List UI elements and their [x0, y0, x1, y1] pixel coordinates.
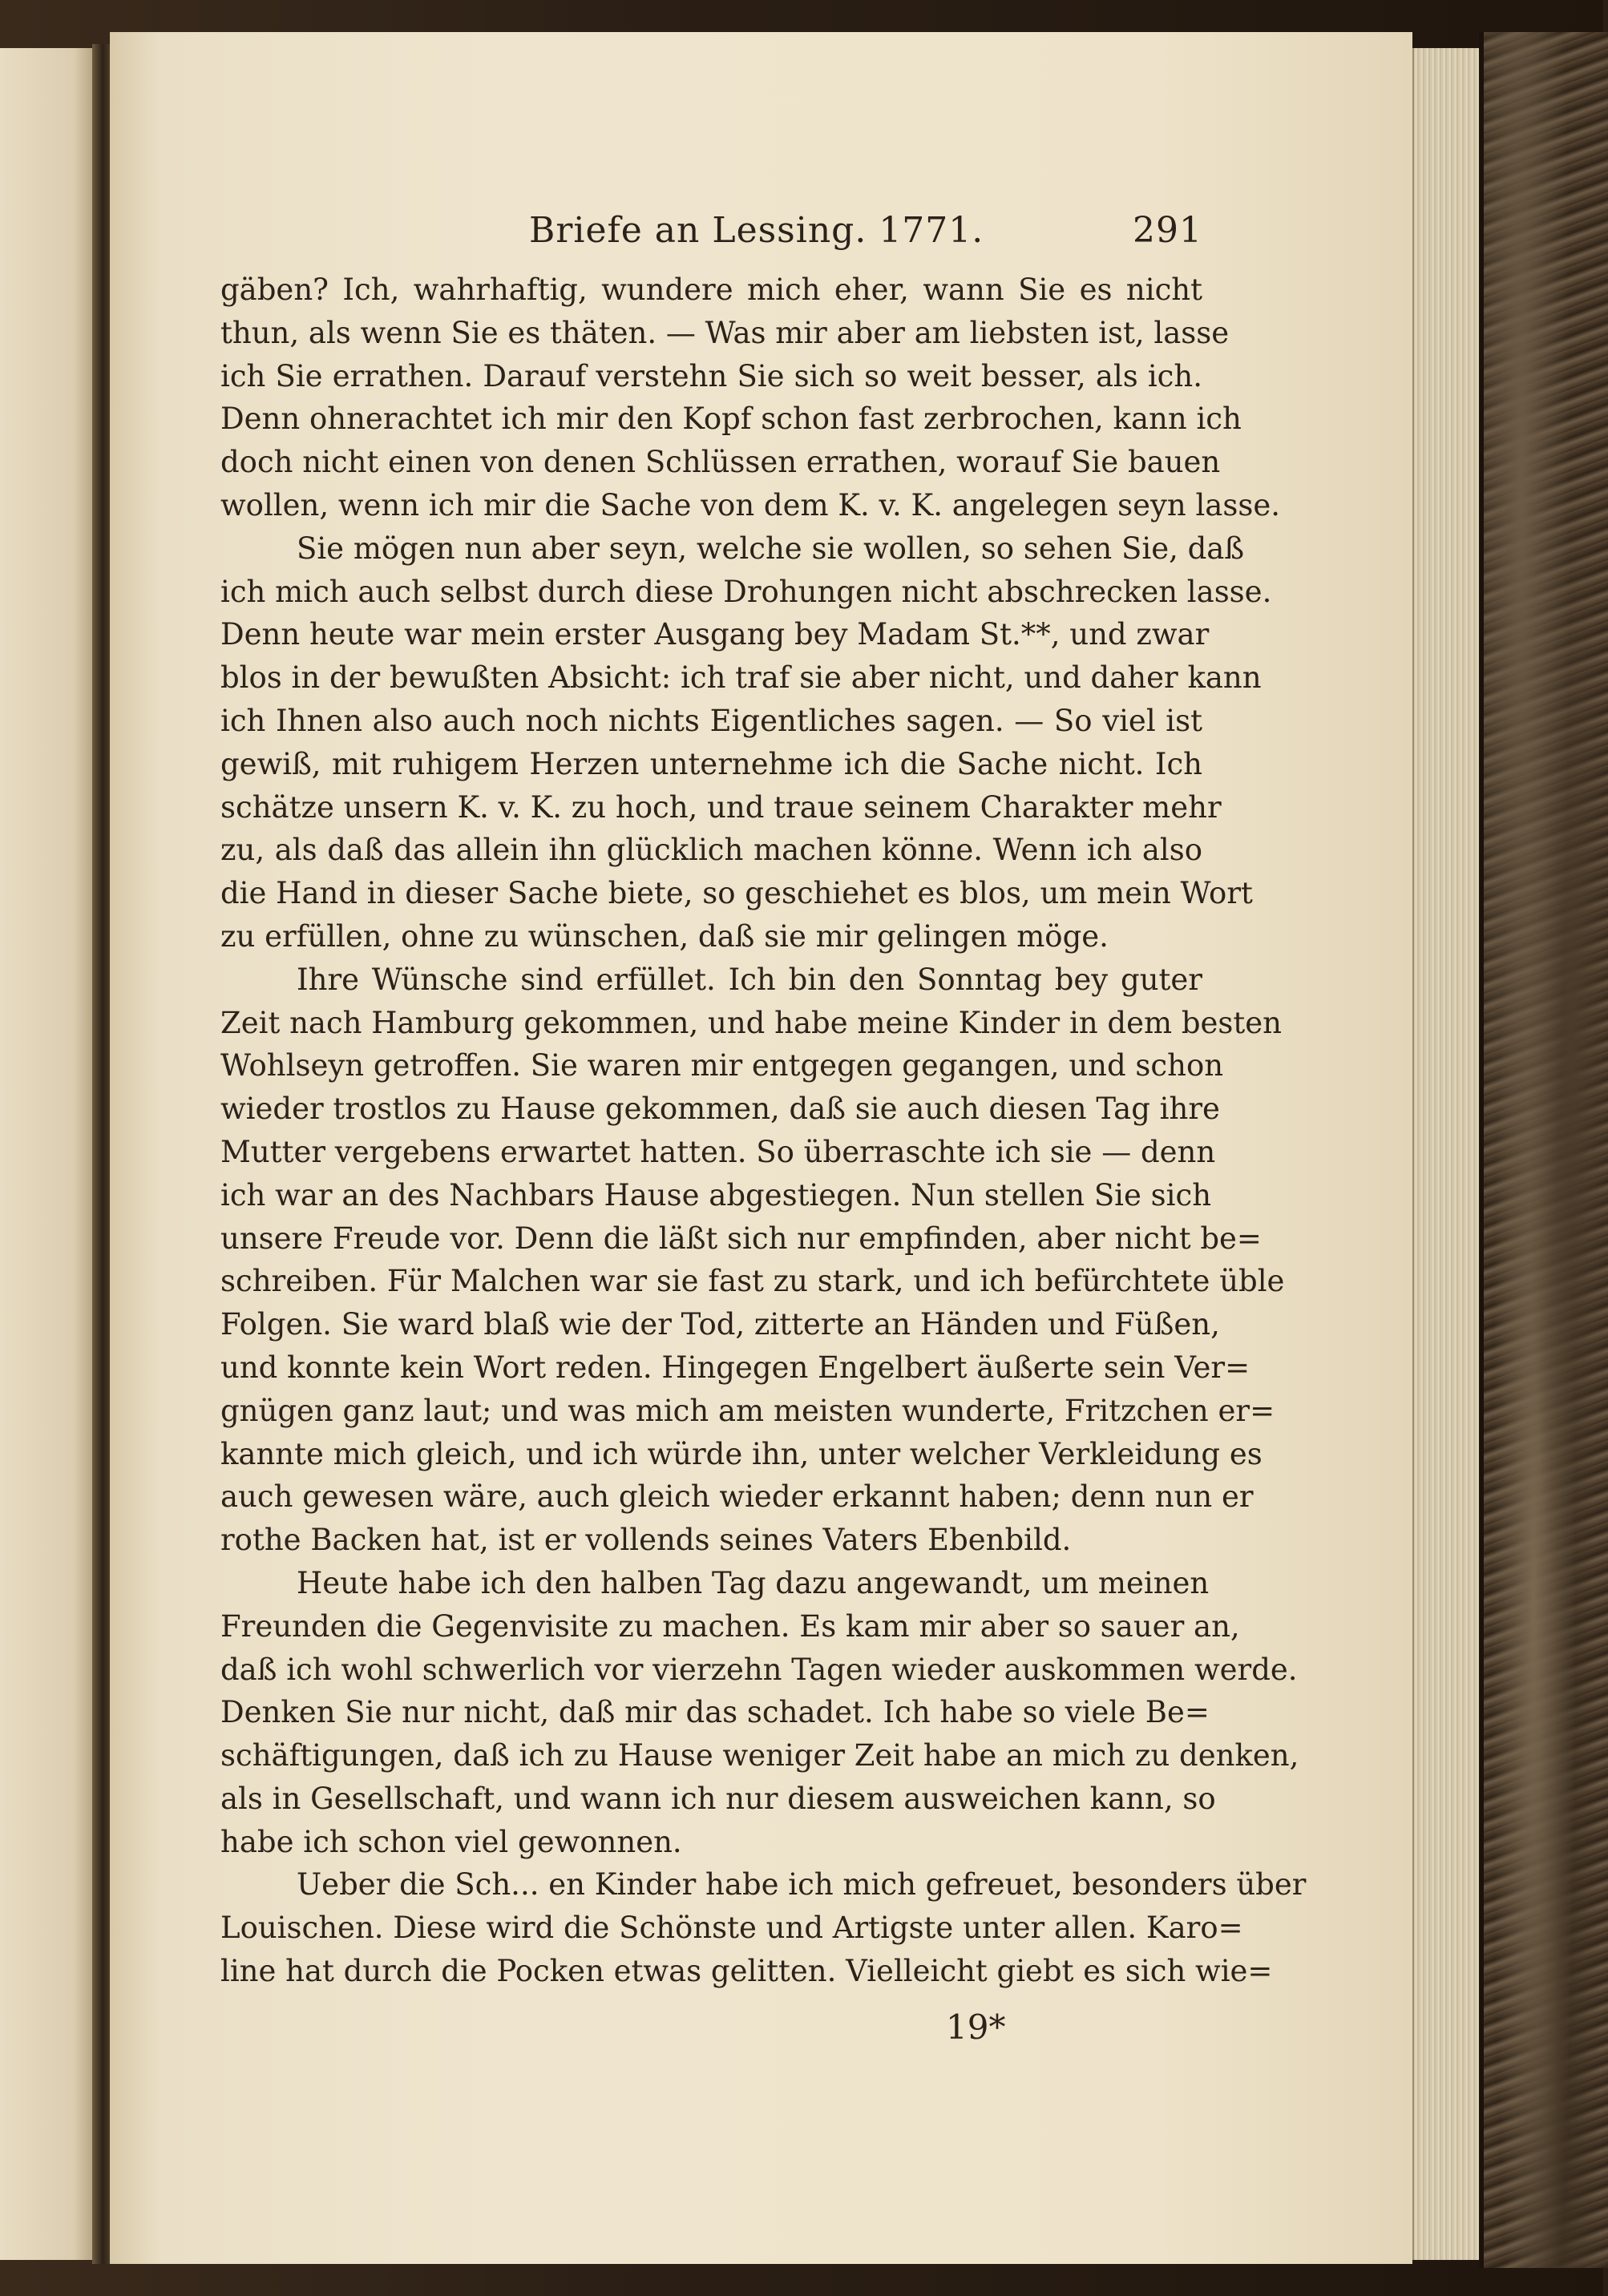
- text-line: ich mich auch selbst durch diese Drohungen nicht abschrecken lasse.: [220, 574, 1272, 609]
- text-line: als in Gesellschaft, und wann ich nur diesem ausweichen kann, so: [220, 1781, 1216, 1816]
- page-number: 291: [1133, 210, 1202, 251]
- text-line: gnügen ganz laut; und was mich am meisten wunderte, Fritzchen er=: [220, 1393, 1275, 1428]
- text-line: Folgen. Sie ward blaß wie der Tod, zitterte an Händen und Füßen,: [220, 1307, 1220, 1342]
- marbled-cover-edge: [1479, 32, 1608, 2268]
- text-line: schäftigungen, daß ich zu Hause weniger Zeit habe an mich zu denken,: [220, 1738, 1299, 1773]
- text-line: die Hand in dieser Sache biete, so geschiehet es blos, um mein Wort: [220, 876, 1253, 911]
- text-line: Denn heute war mein erster Ausgang bey Madam St.**, und zwar: [220, 617, 1210, 652]
- text-line: Wohlseyn getroffen. Sie waren mir entgegen gegangen, und schon: [220, 1048, 1224, 1083]
- text-line: line hat durch die Pocken etwas gelitten. Vielleicht giebt es sich wie=: [220, 1954, 1273, 1989]
- text-line: Denken Sie nur nicht, daß mir das schadet. Ich habe so viele Be=: [220, 1695, 1210, 1730]
- text-line: Freunden die Gegenvisite zu machen. Es kam mir aber so sauer an,: [220, 1608, 1240, 1644]
- text-line: thun, als wenn Sie es thäten. — Was mir aber am liebsten ist, lasse: [220, 315, 1230, 350]
- text-line: schätze unsern K. v. K. zu hoch, und traue seinem Charakter mehr: [220, 789, 1222, 825]
- text-line: habe ich schon viel gewonnen.: [220, 1824, 682, 1859]
- text-line: daß ich wohl schwerlich vor vierzehn Tagen wieder auskommen werde.: [220, 1652, 1298, 1687]
- text-line: Louischen. Diese wird die Schönste und Artigste unter allen. Karo=: [220, 1911, 1243, 1946]
- text-line: rothe Backen hat, ist er vollends seines Vaters Ebenbild.: [220, 1523, 1072, 1558]
- text-line: zu, als daß das allein ihn glücklich machen könne. Wenn ich also: [220, 833, 1202, 868]
- text-line: gäben? Ich, wahrhaftig, wundere mich eher, wann Sie es nicht: [220, 272, 1202, 307]
- text-line: Denn ohnerachtet ich mir den Kopf schon fast zerbrochen, kann ich: [220, 401, 1242, 437]
- facing-page-edge: [0, 48, 92, 2260]
- text-line: gewiß, mit ruhigem Herzen unternehme ich die Sache nicht. Ich: [220, 746, 1202, 781]
- book-gutter: [92, 44, 110, 2264]
- text-line: Zeit nach Hamburg gekommen, und habe meine Kinder in dem besten: [220, 1005, 1283, 1040]
- text-line: ich Ihnen also auch noch nichts Eigentliches sagen. — So viel ist: [220, 703, 1202, 738]
- text-line: Ihre Wünsche sind erfüllet. Ich bin den Sonntag bey guter: [297, 962, 1202, 997]
- signature-mark: 19*: [946, 2007, 1006, 2047]
- text-line: wollen, wenn ich mir die Sache von dem K. v. K. angelegen seyn lasse.: [220, 487, 1280, 523]
- text-line: schreiben. Für Malchen war sie fast zu stark, und ich befürchtete üble: [220, 1264, 1285, 1299]
- text-line: Heute habe ich den halben Tag dazu angewandt, um meinen: [297, 1565, 1210, 1600]
- text-line: doch nicht einen von denen Schlüssen errathen, worauf Sie bauen: [220, 445, 1221, 480]
- text-line: kannte mich gleich, und ich würde ihn, unter welcher Verkleidung es: [220, 1436, 1263, 1471]
- text-line: unsere Freude vor. Denn die läßt sich nur empfinden, aber nicht be=: [220, 1221, 1262, 1256]
- text-line: Sie mögen nun aber seyn, welche sie wollen, so sehen Sie, daß: [297, 531, 1245, 566]
- text-line: zu erfüllen, ohne zu wünschen, daß sie mir gelingen möge.: [220, 918, 1109, 954]
- text-line: blos in der bewußten Absicht: ich traf sie aber nicht, und daher kann: [220, 660, 1262, 696]
- text-line: ich Sie errathen. Darauf verstehn Sie sich so weit besser, als ich.: [220, 358, 1202, 393]
- running-header: [529, 210, 1202, 258]
- text-line: ich war an des Nachbars Hause abgestiegen. Nun stellen Sie sich: [220, 1177, 1212, 1213]
- body-text: [220, 268, 1307, 1993]
- text-line: und konnte kein Wort reden. Hingegen Engelbert äußerte sein Ver=: [220, 1350, 1250, 1385]
- text-line: Ueber die Sch... en Kinder habe ich mich gefreuet, besonders über: [297, 1867, 1307, 1903]
- text-line: auch gewesen wäre, auch gleich wieder erkannt haben; denn nun er: [220, 1479, 1254, 1515]
- text-line: wieder trostlos zu Hause gekommen, daß sie auch diesen Tag ihre: [220, 1092, 1220, 1127]
- text-line: Mutter vergebens erwartet hatten. So überraschte ich sie — denn: [220, 1134, 1216, 1169]
- page-stack-edge: [1412, 48, 1485, 2260]
- running-title: Briefe an Lessing. 1771.: [529, 210, 984, 251]
